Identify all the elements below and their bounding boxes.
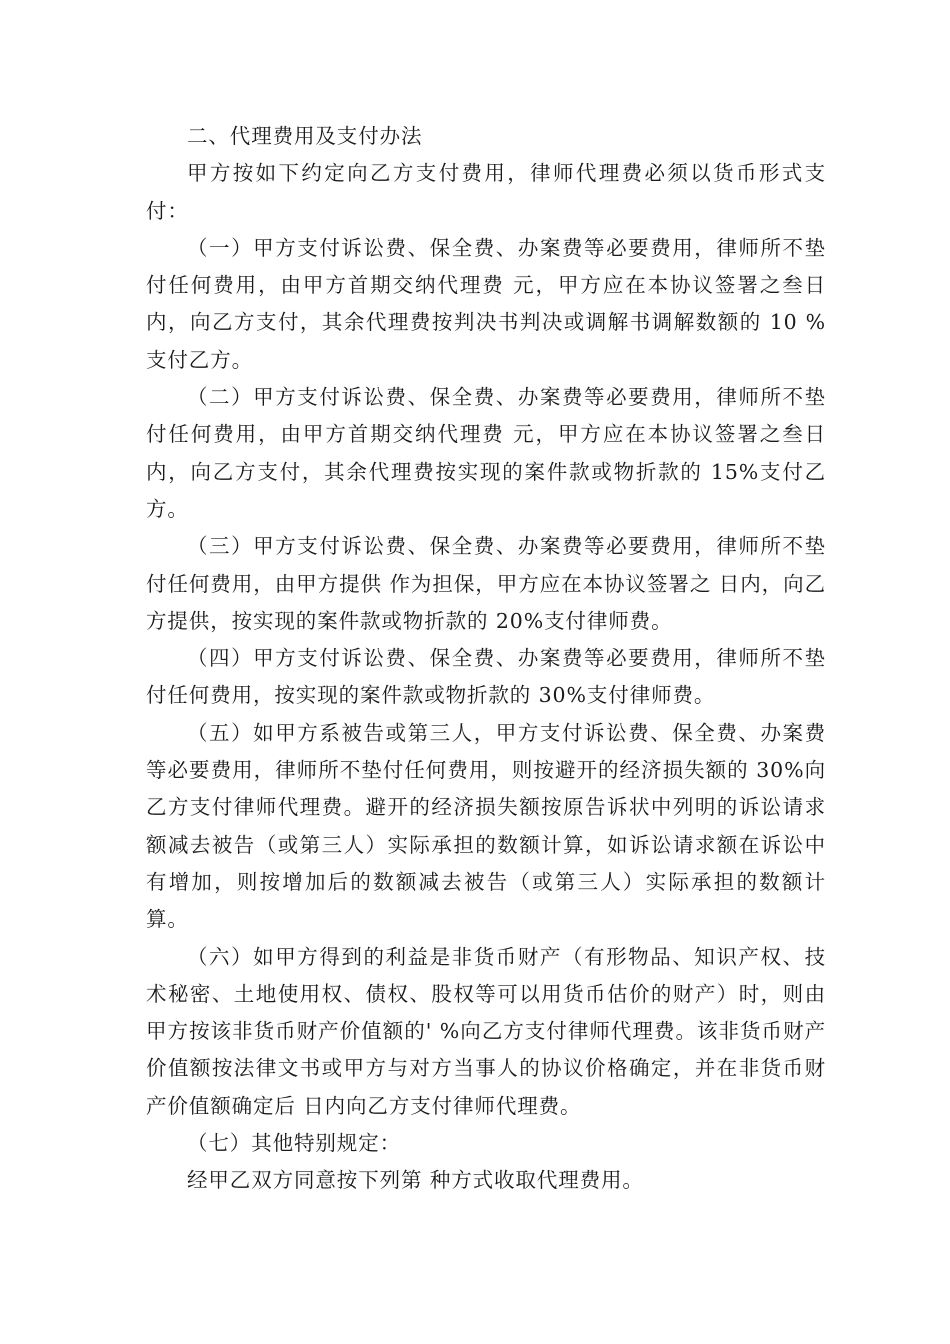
paragraph-option-4: （四）甲方支付诉讼费、保全费、办案费等必要费用，律师所不垫付任何费用，按实现的案件款或物折款的 30%支付律师费。 xyxy=(146,646,826,708)
paragraph-intro: 甲方按如下约定向乙方支付费用，律师代理费必须以货币形式支付： xyxy=(146,161,826,223)
paragraph-option-3: （三）甲方支付诉讼费、保全费、办案费等必要费用，律师所不垫付任何费用，由甲方提供 作为担保，甲方应在本协议签署之 日内，向乙方提供，按实现的案件款或物折款的 20%支付律师费。 xyxy=(146,534,826,633)
paragraph-option-7: （七）其他特别规定： xyxy=(187,1131,401,1156)
paragraph-option-1: （一）甲方支付诉讼费、保全费、办案费等必要费用，律师所不垫付任何费用，由甲方首期交纳代理费 元，甲方应在本协议签署之叁日内，向乙方支付，其余代理费按判决书判决或调解书调解数额的 10 %支付乙方。 xyxy=(146,235,826,372)
document-body xyxy=(146,118,826,1200)
section-heading: 二、代理费用及支付办法 xyxy=(187,124,423,148)
paragraph-agreement: 经甲乙双方同意按下列第 种方式收取代理费用。 xyxy=(187,1168,644,1193)
paragraph-option-6: （六）如甲方得到的利益是非货币财产（有形物品、知识产权、技术秘密、土地使用权、债权、股权等可以用货币估价的财产）时，则由甲方按该非货币财产价值额的' %向乙方支付律师代理费。该非货币财产价值额按法律文书或甲方与对方当事人的协议价格确定，并在非货币财产价值额确定后 日内向乙方支付律师代理费。 xyxy=(146,944,826,1118)
paragraph-option-2: （二）甲方支付诉讼费、保全费、办案费等必要费用，律师所不垫付任何费用，由甲方首期交纳代理费 元，甲方应在本协议签署之叁日内，向乙方支付，其余代理费按实现的案件款或物折款的 15%支付乙方。 xyxy=(146,385,826,521)
paragraph-option-5: （五）如甲方系被告或第三人，甲方支付诉讼费、保全费、办案费等必要费用，律师所不垫付任何费用，则按避开的经济损失额的 30%向乙方支付律师代理费。避开的经济损失额按原告诉状中列明的诉讼请求额减去被告（或第三人）实际承担的数额计算，如诉讼请求额在诉讼中有增加，则按增加后的数额减去被告（或第三人）实际承担的数额计算。 xyxy=(146,720,826,932)
